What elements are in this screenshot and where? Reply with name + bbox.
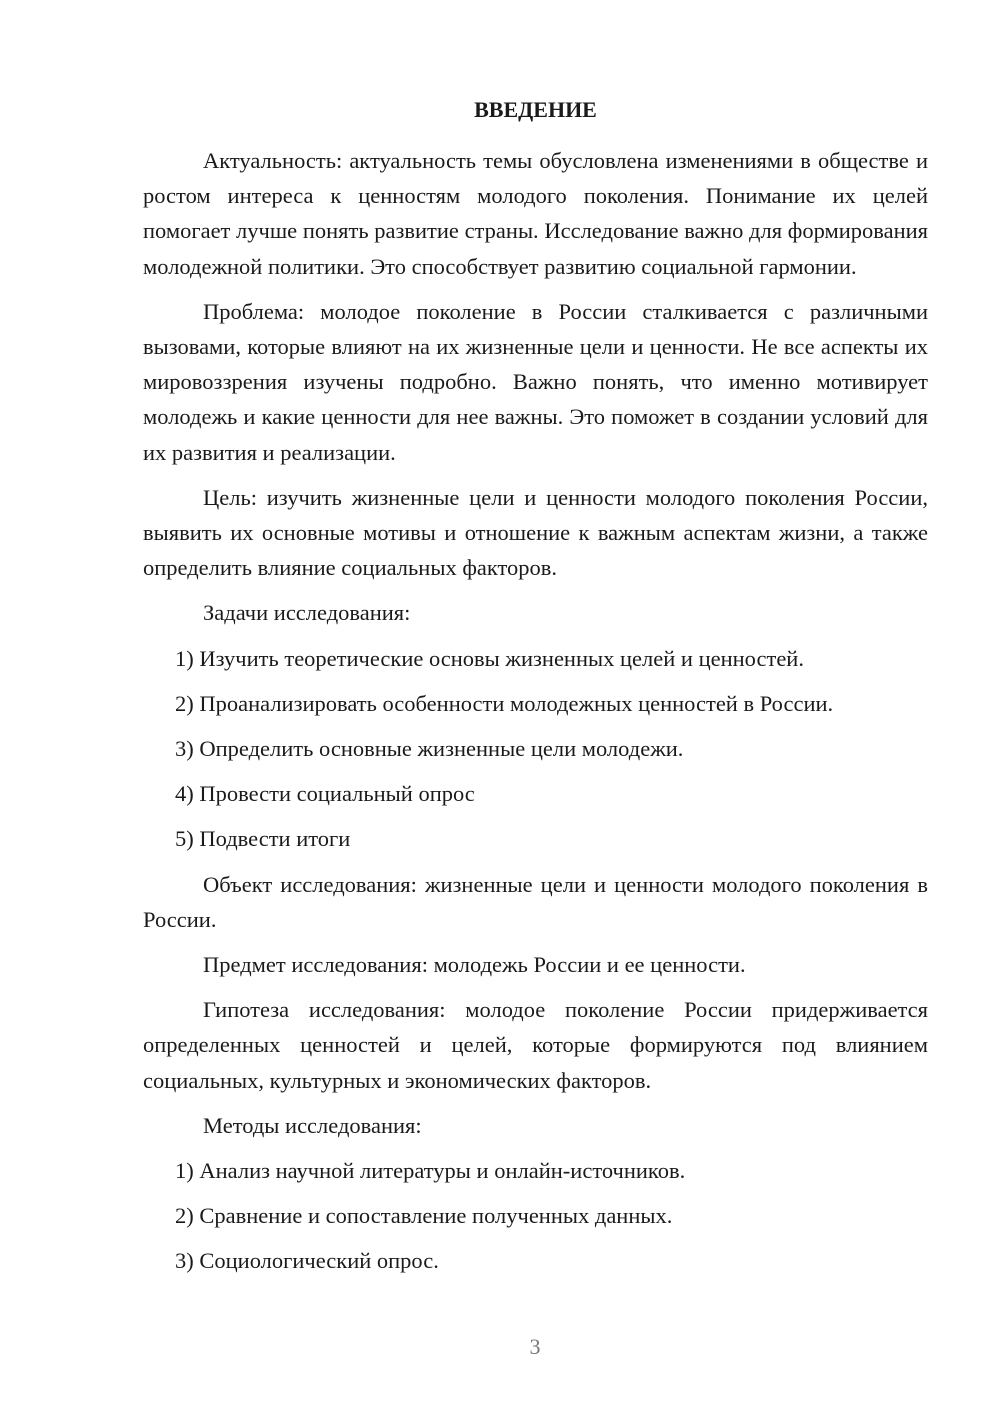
object-paragraph: Объект исследования: жизненные цели и ценности молодого поколения в России.	[143, 871, 928, 932]
relevance-paragraph: Актуальность: актуальность темы обусловлена изменениями в обществе и ростом интереса к ценностям молодого поколения. Понимание их целей помогает лучше понять развитие страны. Исследование важно для формирования молодежной политики. Это способствует развитию социальной гармонии.	[143, 148, 928, 279]
method-item: 3) Социологический опрос.	[175, 1248, 439, 1274]
document-page	[143, 95, 928, 1279]
section-heading: ВВЕДЕНИЕ	[474, 97, 597, 122]
methods-heading: Методы исследования:	[203, 1112, 422, 1138]
task-item: 2) Проанализировать особенности молодежных ценностей в России.	[175, 690, 834, 716]
page-number: 3	[529, 1334, 541, 1359]
tasks-heading: Задачи исследования:	[203, 600, 411, 626]
method-item: 2) Сравнение и сопоставление полученных данных.	[175, 1203, 673, 1229]
subject-paragraph: Предмет исследования: молодежь России и ее ценности.	[203, 952, 746, 978]
problem-paragraph: Проблема: молодое поколение в России сталкивается с различными вызовами, которые влияют на их жизненные цели и ценности. Не все аспекты их мировоззрения изучены подробно. Важно понять, что именно мотивирует молодежь и какие ценности для нее важны. Это поможет в создании условий для их развития и реализации.	[143, 298, 928, 465]
task-item: 4) Провести социальный опрос	[175, 781, 475, 807]
goal-paragraph: Цель: изучить жизненные цели и ценности молодого поколения России, выявить их основные мотивы и отношение к важным аспектам жизни, а также определить влияние социальных факторов.	[143, 484, 928, 581]
hypothesis-paragraph: Гипотеза исследования: молодое поколение России придерживается определенных ценностей и целей, которые формируются под влиянием социальных, культурных и экономических факторов.	[143, 997, 928, 1093]
task-item: 5) Подвести итоги	[175, 826, 351, 852]
method-item: 1) Анализ научной литературы и онлайн-источников.	[175, 1158, 686, 1184]
task-item: 1) Изучить теоретические основы жизненных целей и ценностей.	[175, 645, 804, 671]
task-item: 3) Определить основные жизненные цели молодежи.	[175, 736, 684, 762]
